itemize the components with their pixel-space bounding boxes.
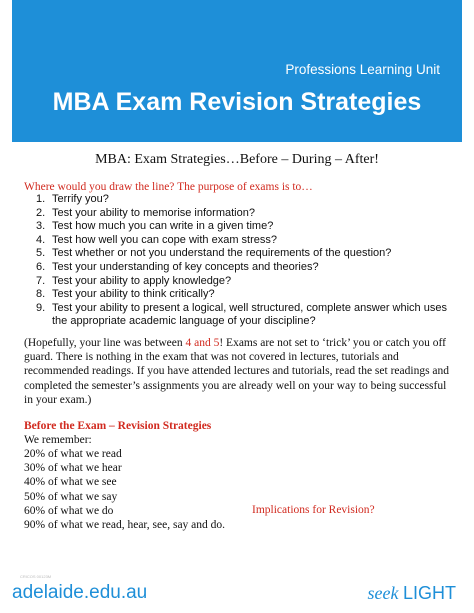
page-title: MBA Exam Revision Strategies [52,88,422,116]
purpose-list-item [36,207,456,221]
list-text: Test how well you can cope with exam stress? [52,233,277,246]
document-subtitle: MBA: Exam Strategies…Before – During – After! [95,152,379,167]
purpose-list-item [36,234,456,248]
purpose-list-item [36,288,456,302]
purpose-list [36,193,456,329]
list-text: Test whether or not you understand the requirements of the question? [52,247,392,260]
retention-stat: 60% of what we do [24,504,114,517]
list-text: Test your ability to memorise information? [52,206,255,219]
header-banner [12,0,462,142]
purpose-list-item [36,193,456,207]
list-number: 9. [36,301,46,314]
highlight-range: 4 and 5 [185,337,220,349]
retention-stat: 30% of what we hear [24,462,122,475]
retention-stat: 50% of what we say [24,490,118,503]
implications-prompt: Implications for Revision? [252,504,375,516]
purpose-list-item [36,220,456,234]
list-number: 3. [36,220,46,233]
section-heading: Before the Exam – Revision Strategies [24,420,212,432]
list-text: Test how much you can write in a given time? [52,220,274,233]
retention-stat: 40% of what we see [24,476,117,489]
list-number: 1. [36,193,46,205]
list-number: 7. [36,274,46,287]
purpose-question: Where would you draw the line? The purpose of exams is to… [24,181,313,193]
purpose-list-item [36,302,456,329]
list-number: 8. [36,288,46,301]
list-number: 5. [36,247,46,260]
seek-light-tagline: seek LIGHT [367,583,456,603]
list-text: Test your ability to apply knowledge? [52,274,232,287]
cricos-code: CRICOS 00123M [20,574,52,579]
list-text: Test your ability to present a logical, well structured, complete answer which uses the appropriate academic language of your discipline? [52,301,447,328]
unit-name: Professions Learning Unit [285,62,440,77]
retention-stats-list [24,447,225,532]
list-text: Test your ability to think critically? [52,288,215,301]
retention-stat: 20% of what we read [24,448,122,460]
purpose-list-item [36,247,456,261]
purpose-list-item [36,261,456,275]
purpose-list-item [36,275,456,289]
list-number: 2. [36,206,46,219]
list-text: Terrify you? [52,193,109,205]
explanation-paragraph: (Hopefully, your line was between 4 and 5! Exams are not set to ‘trick’ you or catch you off guard. There is nothing in the exam that was not covered in lectures, tutorials and recommended readings. If you have attended lectures and tutorials, read the set readings and completed the semester’s assignments you are already well on your way to being successful in your exam.) [24,337,450,406]
retention-stat: 90% of what we read, hear, see, say and do. [24,519,226,532]
remember-intro: We remember: [24,434,92,446]
list-number: 6. [36,260,46,273]
list-number: 4. [36,233,46,246]
list-text: Test your understanding of key concepts and theories? [52,260,319,273]
footer-url-link[interactable]: adelaide.edu.au [12,582,148,603]
